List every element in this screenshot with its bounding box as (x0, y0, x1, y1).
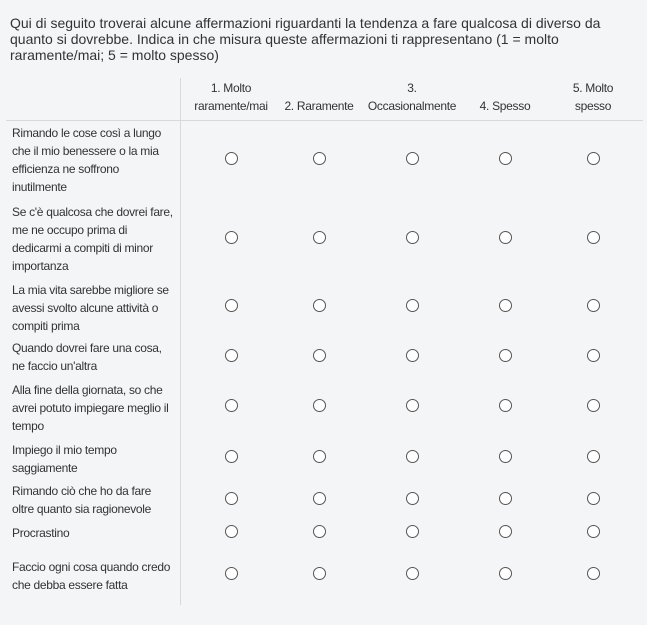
radio-option-2[interactable] (313, 567, 326, 580)
radio-option-3[interactable] (406, 492, 419, 505)
radio-cell (543, 437, 643, 479)
radio-option-3[interactable] (406, 152, 419, 165)
statement-label: Quando dovrei fare una cosa, ne faccio un'altra (6, 336, 181, 377)
radio-option-3[interactable] (406, 399, 419, 412)
radio-cell (543, 336, 643, 377)
radio-cell (181, 437, 282, 479)
radio-option-5[interactable] (587, 567, 600, 580)
radio-cell (543, 199, 643, 278)
radio-cell (357, 377, 467, 437)
radio-option-2[interactable] (313, 231, 326, 244)
radio-option-1[interactable] (225, 152, 238, 165)
radio-cell (543, 479, 643, 520)
radio-cell (181, 120, 282, 199)
radio-option-5[interactable] (587, 299, 600, 312)
radio-cell (281, 199, 357, 278)
radio-option-4[interactable] (499, 349, 512, 362)
radio-option-3[interactable] (406, 450, 419, 463)
radio-cell (281, 278, 357, 336)
table-row (6, 278, 643, 336)
radio-cell (467, 437, 543, 479)
statement-label: Impiego il mio tempo saggiamente (6, 437, 181, 479)
radio-cell (467, 199, 543, 278)
radio-option-2[interactable] (313, 492, 326, 505)
radio-option-1[interactable] (225, 450, 238, 463)
statement-label: Procrastino (6, 520, 181, 545)
table-row (6, 545, 643, 605)
radio-option-4[interactable] (499, 299, 512, 312)
radio-cell (543, 377, 643, 437)
radio-option-1[interactable] (225, 492, 238, 505)
radio-option-4[interactable] (499, 567, 512, 580)
column-header-3: 3. Occasionalmente (357, 78, 467, 120)
column-header-2: 2. Raramente (281, 78, 357, 120)
radio-option-1[interactable] (225, 399, 238, 412)
radio-cell (181, 479, 282, 520)
radio-option-2[interactable] (313, 152, 326, 165)
radio-cell (357, 545, 467, 605)
column-header-1: 1. Molto raramente/mai (181, 78, 282, 120)
radio-option-1[interactable] (225, 349, 238, 362)
radio-option-4[interactable] (499, 399, 512, 412)
radio-cell (181, 377, 282, 437)
radio-cell (467, 278, 543, 336)
radio-cell (281, 545, 357, 605)
table-row (6, 120, 643, 199)
radio-cell (467, 479, 543, 520)
radio-option-2[interactable] (313, 525, 326, 538)
column-header-4: 4. Spesso (467, 78, 543, 120)
radio-option-2[interactable] (313, 349, 326, 362)
radio-cell (357, 199, 467, 278)
table-row (6, 199, 643, 278)
radio-option-5[interactable] (587, 399, 600, 412)
radio-cell (357, 336, 467, 377)
radio-option-2[interactable] (313, 450, 326, 463)
radio-option-2[interactable] (313, 399, 326, 412)
statement-label: La mia vita sarebbe migliore se avessi svolto alcune attività o compiti prima (6, 278, 181, 336)
radio-option-3[interactable] (406, 231, 419, 244)
radio-cell (467, 377, 543, 437)
radio-option-5[interactable] (587, 492, 600, 505)
radio-option-3[interactable] (406, 525, 419, 538)
radio-cell (543, 545, 643, 605)
radio-cell (357, 479, 467, 520)
table-row (6, 520, 643, 545)
radio-cell (543, 520, 643, 545)
radio-option-4[interactable] (499, 492, 512, 505)
radio-cell (181, 278, 282, 336)
header-blank (6, 78, 181, 120)
statement-label: Se c'è qualcosa che dovrei fare, me ne occupo prima di dedicarmi a compiti di minor importanza (6, 199, 181, 278)
radio-cell (181, 520, 282, 545)
statement-label: Rimando le cose così a lungo che il mio benessere o la mia efficienza ne soffrono inutilmente (6, 120, 181, 199)
radio-option-1[interactable] (225, 567, 238, 580)
radio-cell (357, 437, 467, 479)
radio-option-1[interactable] (225, 525, 238, 538)
question-text: Qui di seguito troverai alcune affermazioni riguardanti la tendenza a fare qualcosa di diverso da quanto si dovrebbe. Indica in che misura queste affermazioni ti rappresentano (1 = molto raramente/mai; 5 = molto spesso) (10, 15, 601, 63)
radio-cell (281, 520, 357, 545)
radio-cell (357, 520, 467, 545)
radio-cell (281, 479, 357, 520)
radio-option-1[interactable] (225, 299, 238, 312)
radio-option-5[interactable] (587, 525, 600, 538)
radio-cell (181, 336, 282, 377)
radio-cell (357, 120, 467, 199)
table-row (6, 437, 643, 479)
radio-cell (181, 199, 282, 278)
radio-option-4[interactable] (499, 450, 512, 463)
radio-cell (543, 120, 643, 199)
radio-option-5[interactable] (587, 231, 600, 244)
radio-cell (467, 545, 543, 605)
radio-option-5[interactable] (587, 349, 600, 362)
radio-option-1[interactable] (225, 231, 238, 244)
table-row (6, 377, 643, 437)
radio-option-4[interactable] (499, 231, 512, 244)
radio-cell (281, 336, 357, 377)
radio-cell (181, 545, 282, 605)
radio-cell (543, 278, 643, 336)
radio-option-4[interactable] (499, 525, 512, 538)
radio-option-5[interactable] (587, 450, 600, 463)
column-header-5: 5. Molto spesso (543, 78, 643, 120)
radio-cell (281, 377, 357, 437)
radio-cell (467, 520, 543, 545)
radio-option-3[interactable] (406, 349, 419, 362)
statement-label: Faccio ogni cosa quando credo che debba essere fatta (6, 545, 181, 605)
radio-option-4[interactable] (499, 152, 512, 165)
likert-matrix (6, 78, 643, 605)
radio-option-3[interactable] (406, 299, 419, 312)
statement-label: Rimando ciò che ho da fare oltre quanto sia ragionevole (6, 479, 181, 520)
radio-cell (281, 120, 357, 199)
radio-cell (357, 278, 467, 336)
radio-option-2[interactable] (313, 299, 326, 312)
radio-cell (281, 437, 357, 479)
radio-option-3[interactable] (406, 567, 419, 580)
statement-label: Alla fine della giornata, so che avrei potuto impiegare meglio il tempo (6, 377, 181, 437)
radio-cell (467, 336, 543, 377)
table-row (6, 336, 643, 377)
radio-option-5[interactable] (587, 152, 600, 165)
radio-cell (467, 120, 543, 199)
table-row (6, 479, 643, 520)
